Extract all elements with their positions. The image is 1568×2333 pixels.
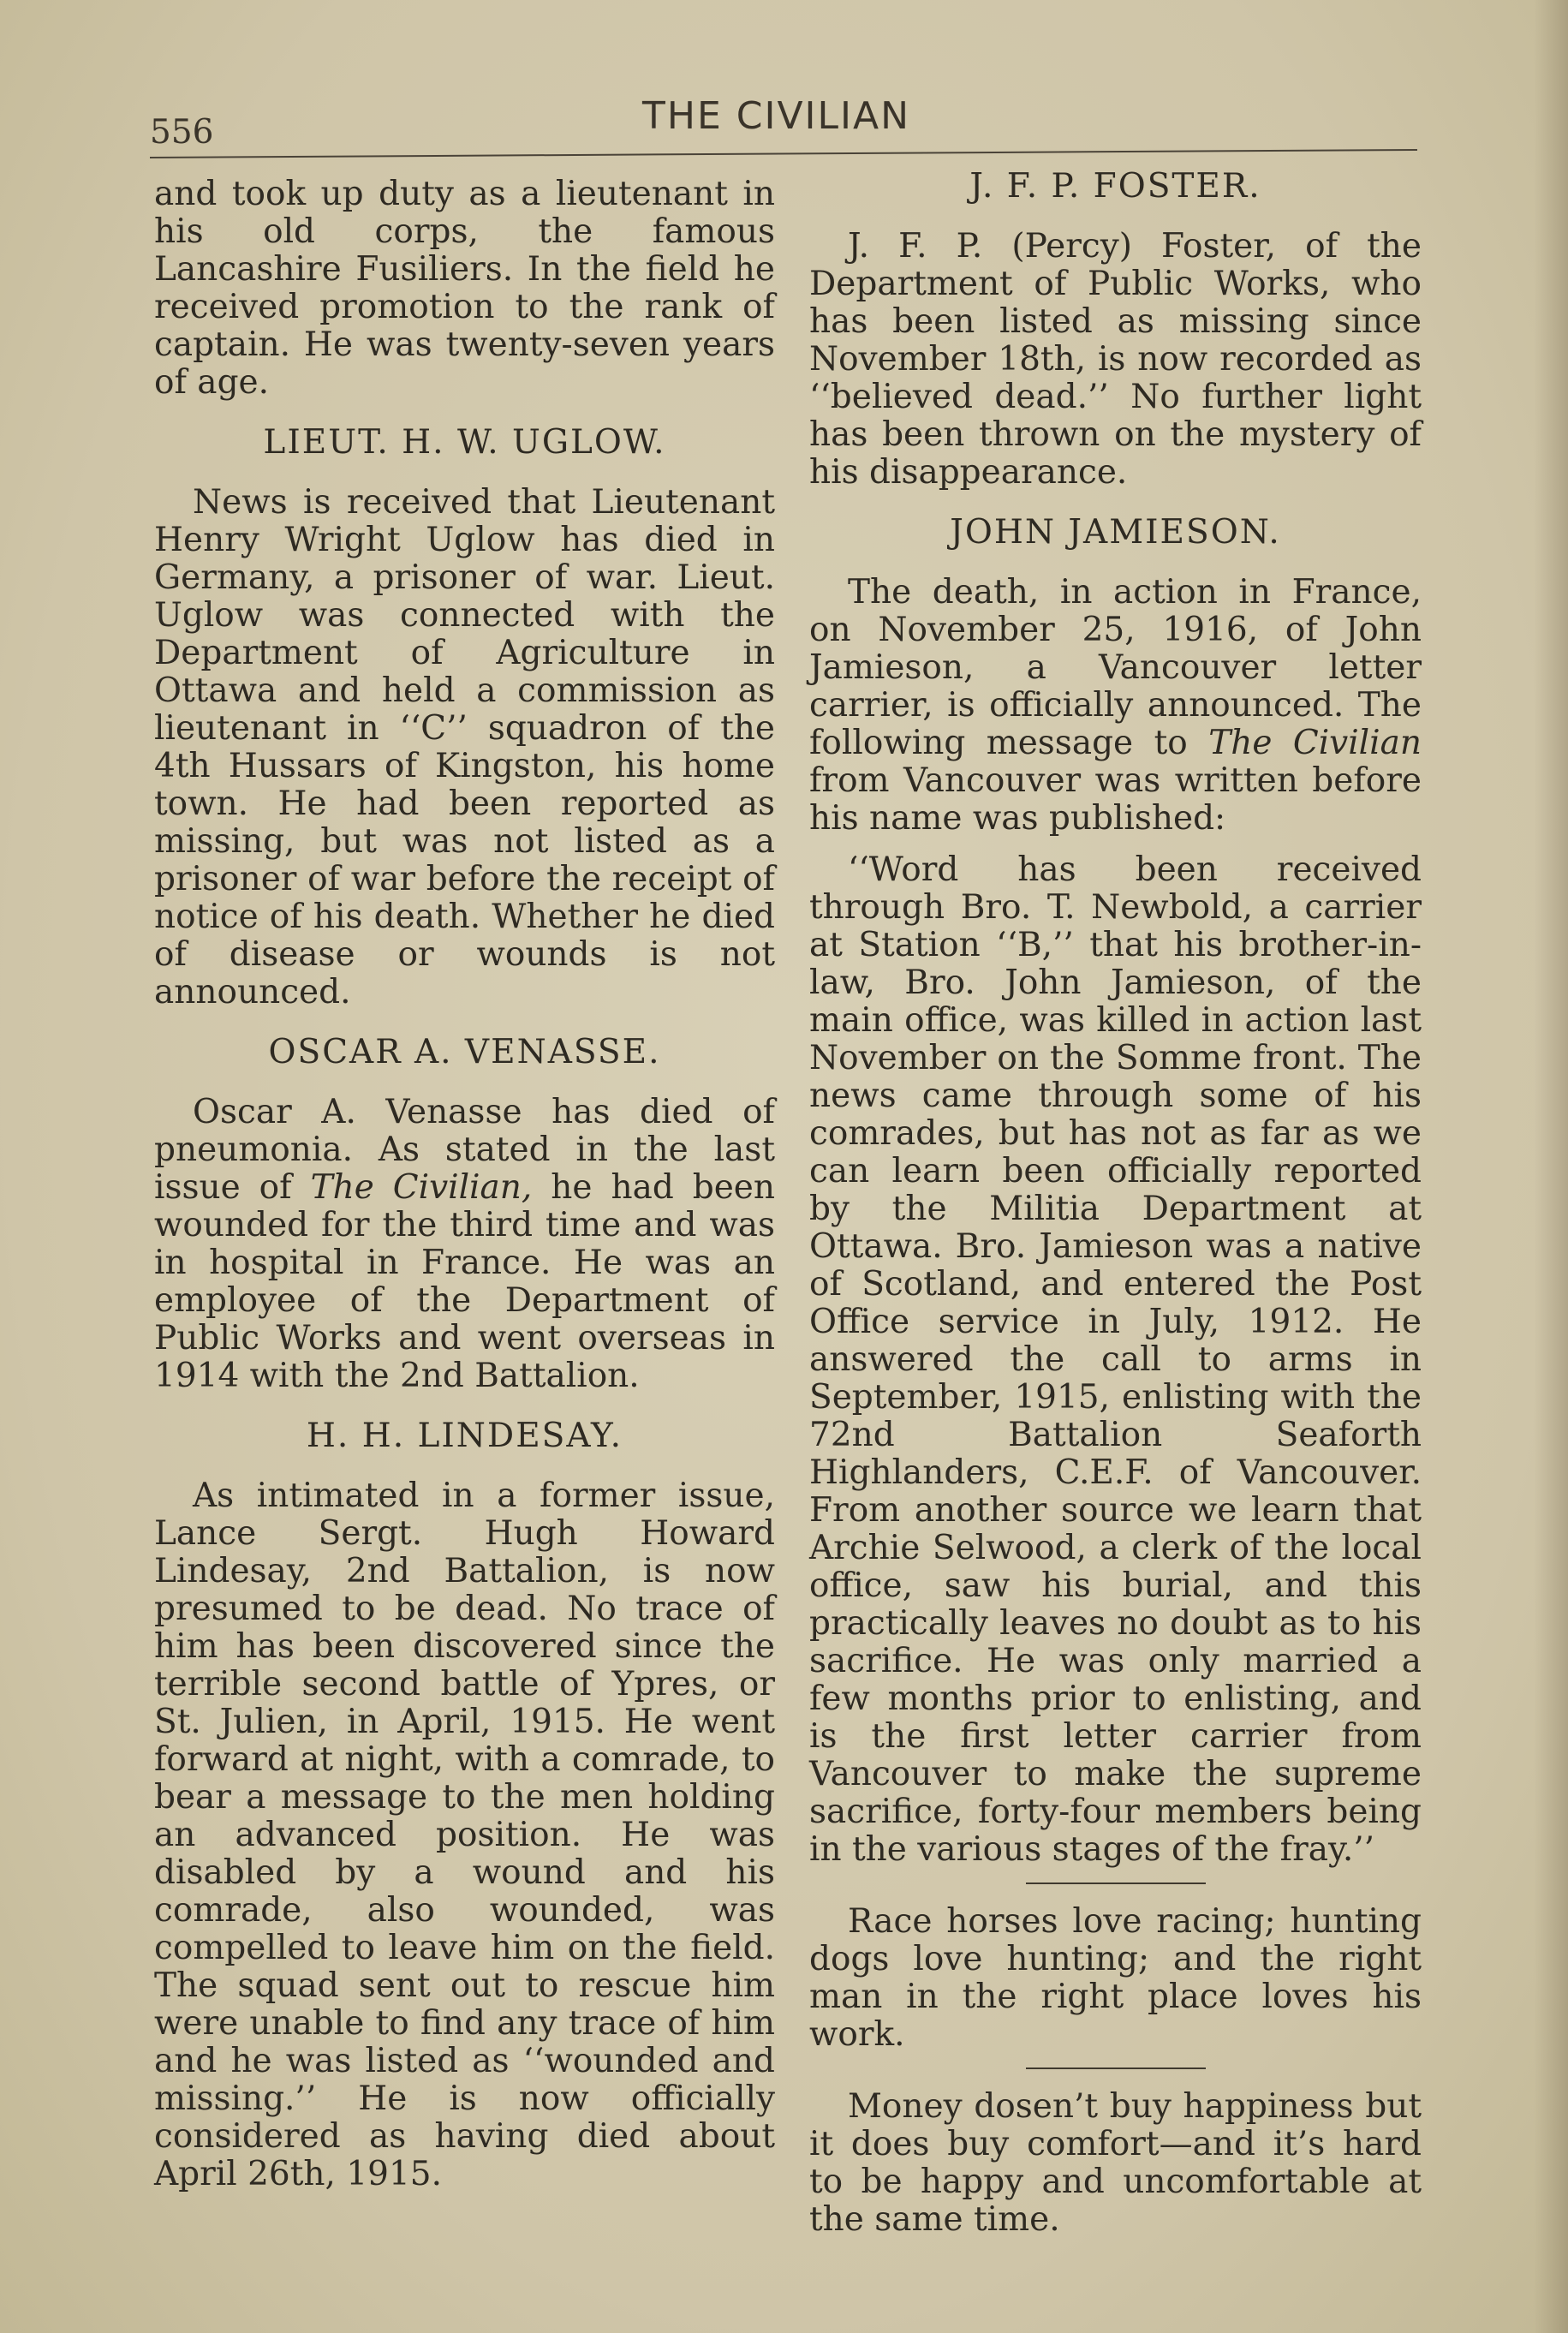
page-edge-shadow — [1534, 0, 1568, 2333]
running-head: THE CIVILIAN — [642, 94, 911, 138]
foster-heading: J. F. P. FOSTER. — [969, 167, 1261, 206]
section-divider — [1026, 1883, 1206, 1884]
jamieson-publication-title: The Civilian — [1208, 724, 1422, 762]
left-column — [154, 176, 775, 2207]
right-column — [809, 168, 1422, 2252]
venasse-publication-title: The Civilian, — [310, 1168, 533, 1207]
jamieson-heading: JOHN JAMIESON. — [950, 513, 1281, 552]
venasse-heading: OSCAR A. VENASSE. — [268, 1033, 661, 1071]
section-divider — [1026, 2067, 1206, 2069]
filler-paragraph: Race horses love racing; hunting dogs love hunting; and the right man in the right place loves his work. — [809, 1902, 1422, 2054]
page-header — [150, 94, 1417, 154]
uglow-body: News is received that Lieutenant Henry Wright Uglow has died in Germany, a prisoner of war. Lieut. Uglow was connected with the Department of Agriculture in Ottawa and held a commission as lieutenant in ‘‘C’’ squadron of the 4th Hussars of Kingston, his home town. He had been reported as missing, but was not listed as a prisoner of war before the receipt of notice of his death. Whether he died of disease or wounds is not announced. — [154, 483, 775, 1011]
lindesay-body: As intimated in a former issue, Lance Sergt. Hugh Howard Lindesay, 2nd Battalion, is now presumed to be dead. No trace of him has been discovered since the terrible second battle of Ypres, or St. Julien, in April, 1915. He went forward at night, with a comrade, to bear a message to the men holding an advanced position. He was disabled by a wound and his comrade, also wounded, was compelled to leave him on the field. The squad sent out to rescue him were unable to find any trace of him and he was listed as ‘‘wounded and missing.’’ He is now officially considered as having died about April 26th, 1915. — [154, 1477, 775, 2193]
intro-paragraph: and took up duty as a lieutenant in his old corps, the famous Lancashire Fusiliers. In the field he received promotion to the rank of captain. He was twenty-seven years of age. — [154, 175, 775, 402]
venasse-body-end: he had been wounded for the third time and was in hospital in France. He was an employee of the Department of Public Works and went overseas in 1914 with the 2nd Battalion. — [154, 1168, 775, 1395]
page-number: 556 — [150, 113, 214, 152]
jamieson-body-end: from Vancouver was written before his name was published: — [809, 761, 1422, 838]
filler-paragraph: Money dosen’t buy happiness but it does buy comfort—and it’s hard to be happy and uncomfortable at the same time. — [809, 2087, 1422, 2239]
venasse-body-start: Oscar A. Venasse has died of pneumonia. As stated in the last issue of — [154, 1093, 775, 1207]
jamieson-quote: ‘‘Word has been received through Bro. T. Newbold, a carrier at Station ‘‘B,’’ that his brother-in-law, Bro. John Jamieson, of the main office, was killed in action last November on the Somme front. The news came through some of his comrades, but has not as far as we can learn been officially reported by the Militia Department at Ottawa. Bro. Jamieson was a native of Scotland, and entered the Post Office service in July, 1912. He answered the call to arms in September, 1915, enlisting with the 72nd Battalion Seaforth Highlanders, C.E.F. of Vancouver. From another source we learn that Archie Selwood, a clerk of the local office, saw his burial, and this practically leaves no doubt as to his sacrifice. He was only married a few months prior to enlisting, and is the first letter carrier from Vancouver to make the supreme sacrifice, forty-four members being in the various stages of the fray.’’ — [809, 850, 1422, 1869]
foster-body: J. F. P. (Percy) Foster, of the Department of Public Works, who has been listed as missing since November 18th, is now recorded as ‘‘believed dead.’’ No further light has been thrown on the mystery of his disappearance. — [809, 227, 1422, 492]
jamieson-body — [809, 574, 1422, 838]
uglow-heading: LIEUT. H. W. UGLOW. — [263, 423, 666, 462]
lindesay-heading: H. H. LINDESAY. — [306, 1417, 623, 1455]
venasse-body — [154, 1094, 775, 1395]
jamieson-body-start: The death, in action in France, on November 25, 1916, of John Jamieson, a Vancouver letter carrier, is officially announced. The following message to — [809, 573, 1422, 762]
